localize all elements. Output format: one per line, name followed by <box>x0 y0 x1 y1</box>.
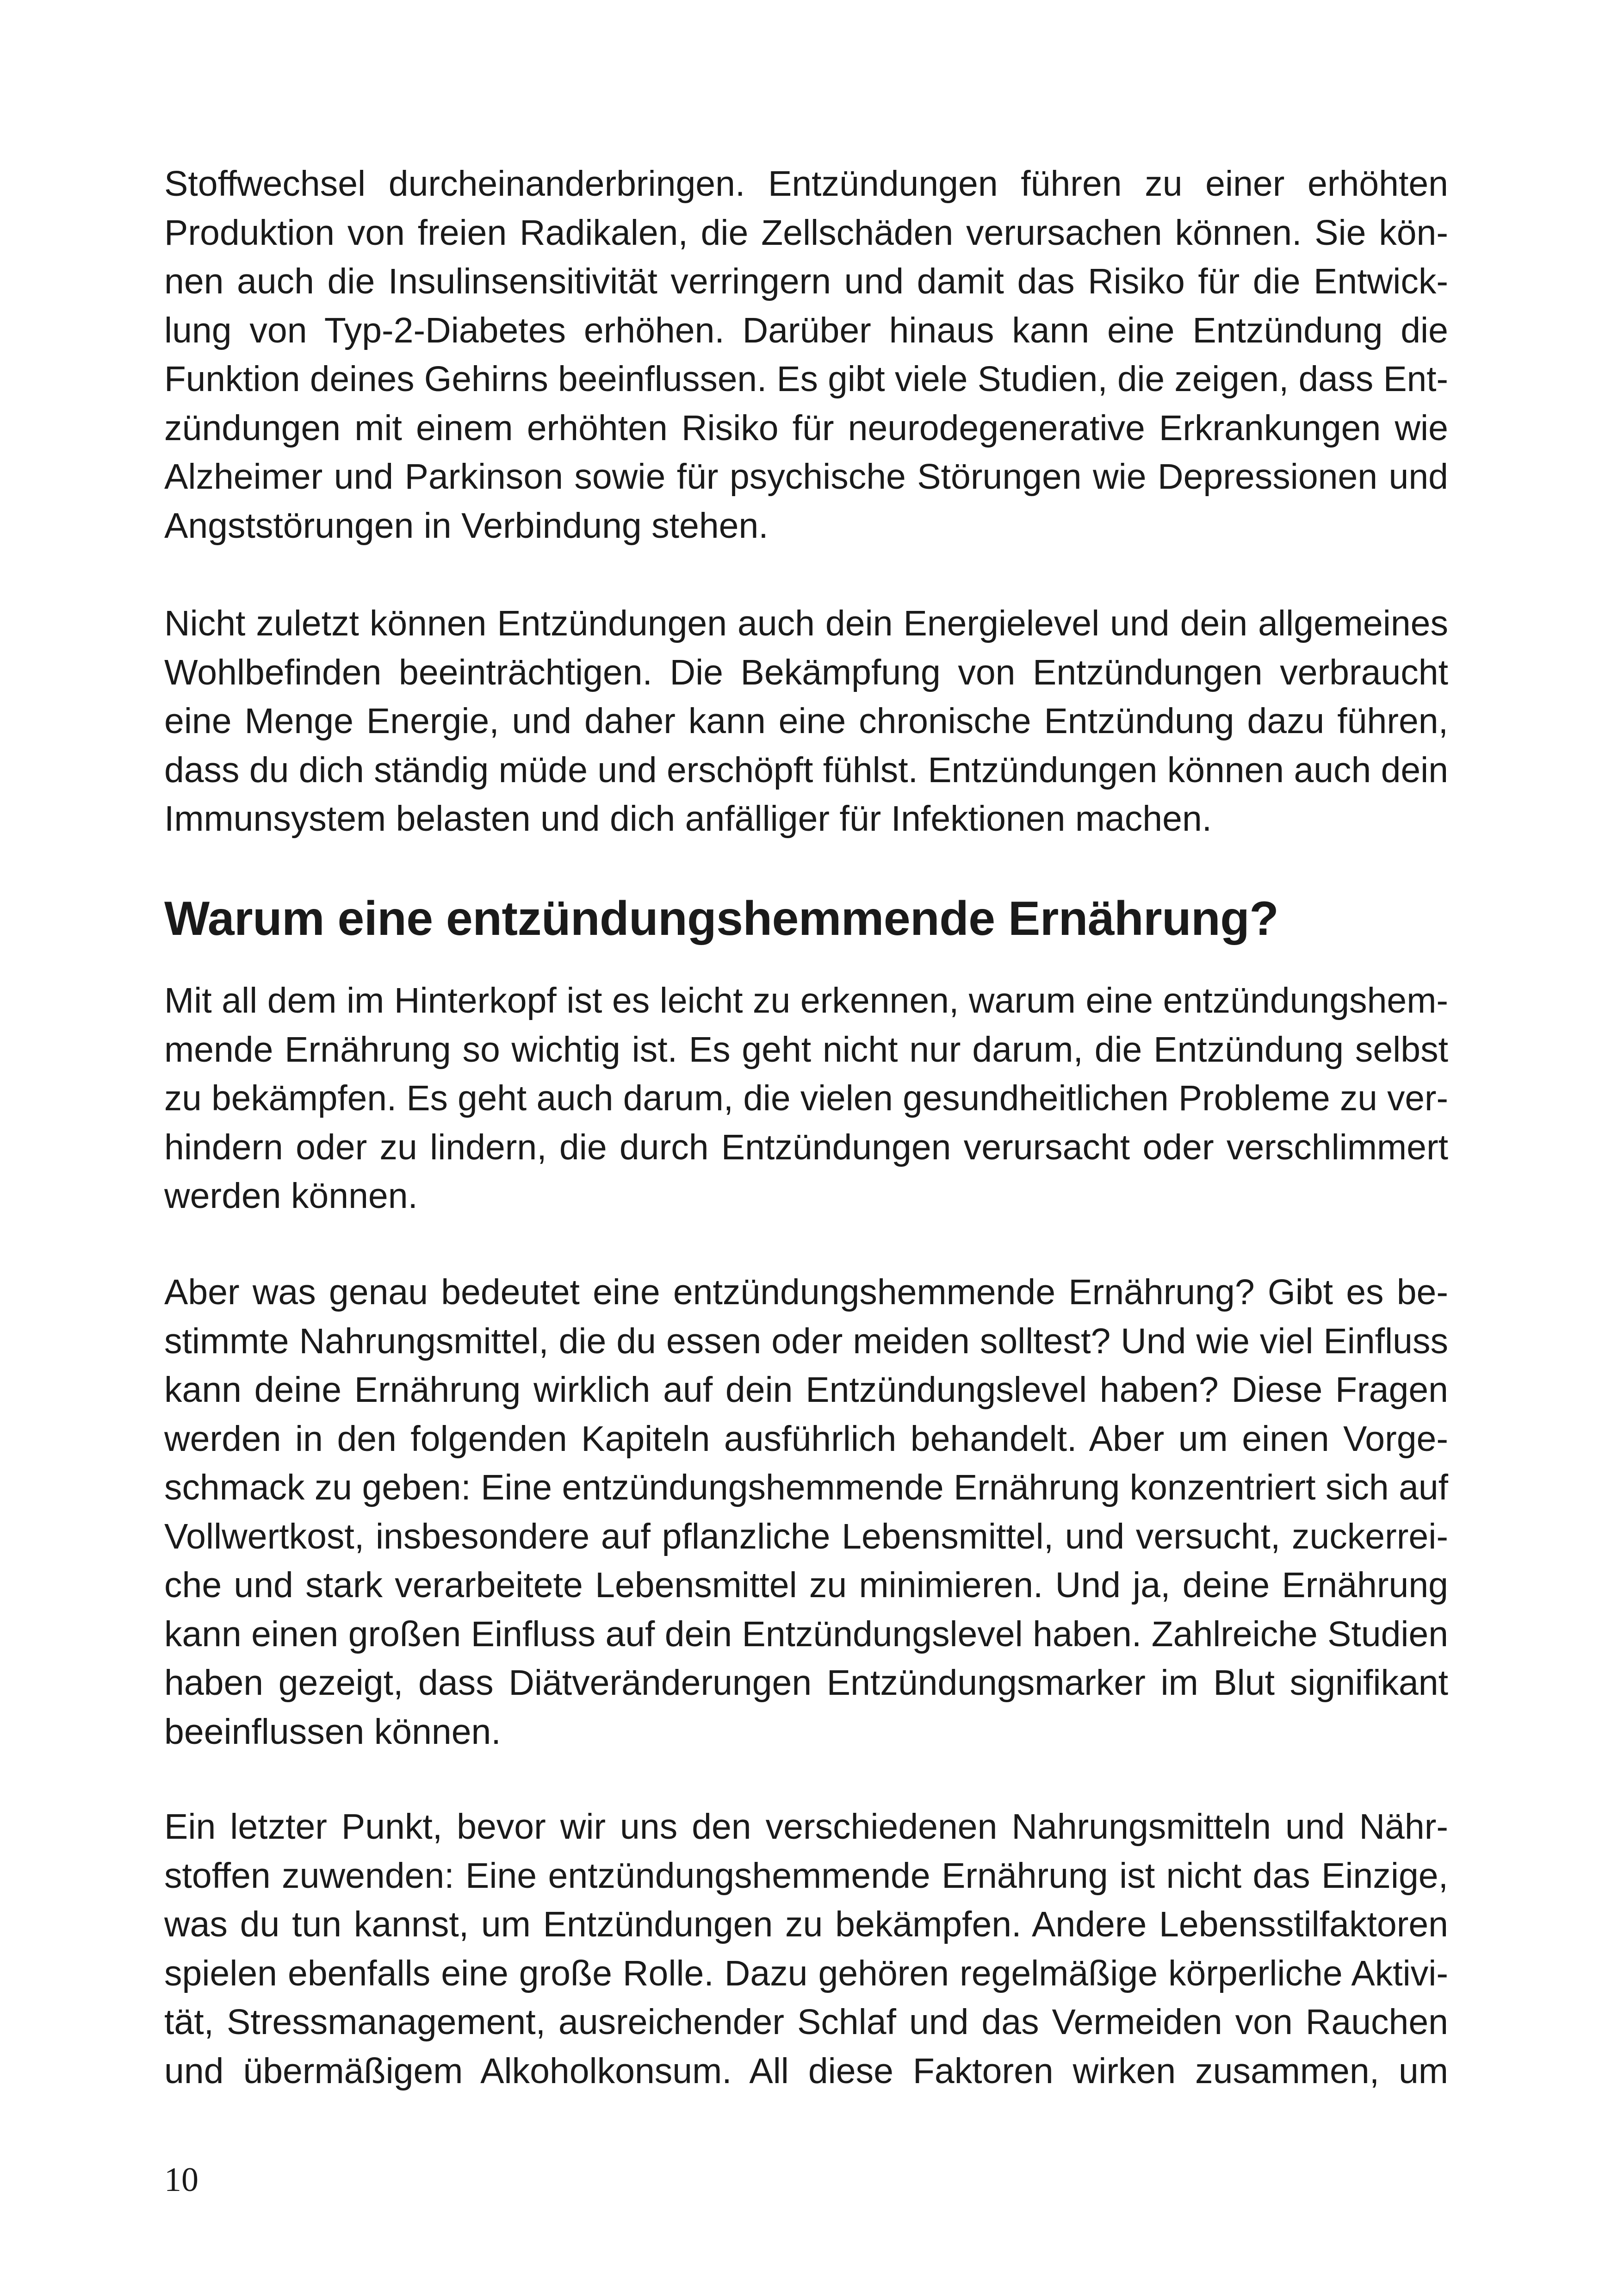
text-line: lung von Typ-2-Diabetes erhöhen. Darüber hinaus kann eine Entzündung die <box>164 310 1448 350</box>
text-line: stimmte Nahrungsmittel, die du essen oder meiden solltest? Und wie viel Einfluss <box>164 1321 1448 1361</box>
text-line: Stoffwechsel durcheinanderbringen. Entzündungen führen zu einer erhöhten <box>164 164 1448 204</box>
text-line: zu bekämpfen. Es geht auch darum, die vielen gesundheitlichen Probleme zu ver- <box>164 1079 1448 1118</box>
text-line: dass du dich ständig müde und erschöpft fühlst. Entzündungen können auch dein <box>164 750 1448 790</box>
text-line: und übermäßigem Alkoholkonsum. All diese Faktoren wirken zusammen, um <box>164 2051 1448 2091</box>
text-line: eine Menge Energie, und daher kann eine chronische Entzündung dazu führen, <box>164 701 1448 741</box>
text-line: nen auch die Insulinsensitivität verringern und damit das Risiko für die Entwick- <box>164 261 1448 301</box>
text-line: Ein letzter Punkt, bevor wir uns den verschiedenen Nahrungsmitteln und Nähr- <box>164 1807 1448 1847</box>
text-line: che und stark verarbeitete Lebensmittel zu minimieren. Und ja, deine Ernährung <box>164 1565 1448 1605</box>
text-line: stoffen zuwenden: Eine entzündungshemmende Ernährung ist nicht das Einzige, <box>164 1855 1448 1896</box>
text-line: hindern oder zu lindern, die durch Entzündungen verursacht oder verschlimmert <box>164 1127 1448 1167</box>
text-line: Nicht zuletzt können Entzündungen auch dein Energielevel und dein allgemeines <box>164 604 1448 643</box>
text-line: haben gezeigt, dass Diätveränderungen Entzündungsmarker im Blut signifikant <box>164 1663 1448 1703</box>
paragraph-2 <box>164 599 1448 844</box>
text-line: kann deine Ernährung wirklich auf dein Entzündungslevel haben? Diese Fragen <box>164 1370 1448 1410</box>
text-line: Funktion deines Gehirns beeinflussen. Es gibt viele Studien, die zeigen, dass Ent- <box>164 360 1448 399</box>
text-line: beeinflussen können. <box>164 1711 501 1752</box>
text-line: zündungen mit einem erhöhten Risiko für neurodegenerative Erkrankungen wie <box>164 408 1448 448</box>
page-number: 10 <box>164 2161 198 2199</box>
text-line: was du tun kannst, um Entzündungen zu bekämpfen. Andere Lebensstilfaktoren <box>164 1904 1448 1944</box>
text-line: schmack zu geben: Eine entzündungshemmende Ernährung konzentriert sich auf <box>164 1468 1448 1507</box>
text-line: tät, Stressmanagement, ausreichender Schlaf und das Vermeiden von Rauchen <box>164 2002 1448 2042</box>
paragraph-4 <box>164 1268 1448 1756</box>
text-line: Produktion von freien Radikalen, die Zellschäden verursachen können. Sie kön- <box>164 212 1448 253</box>
text-line: Immunsystem belasten und dich anfälliger für Infektionen machen. <box>164 799 1212 839</box>
text-line: werden in den folgenden Kapiteln ausführlich behandelt. Aber um einen Vorge- <box>164 1419 1448 1459</box>
paragraph-1 <box>164 160 1448 550</box>
text-line: Mit all dem im Hinterkopf ist es leicht zu erkennen, warum eine entzündungshem- <box>164 981 1448 1020</box>
text-line: Wohlbefinden beeinträchtigen. Die Bekämpfung von Entzündungen verbraucht <box>164 652 1448 692</box>
text-line: Alzheimer und Parkinson sowie für psychische Störungen wie Depressionen und <box>164 457 1448 497</box>
text-line: Vollwertkost, insbesondere auf pflanzliche Lebensmittel, und versucht, zuckerrei- <box>164 1516 1448 1556</box>
text-line: Aber was genau bedeutet eine entzündungshemmende Ernährung? Gibt es be- <box>164 1272 1448 1312</box>
text-line: mende Ernährung so wichtig ist. Es geht nicht nur darum, die Entzündung selbst <box>164 1029 1448 1070</box>
paragraph-3 <box>164 977 1448 1221</box>
text-line: kann einen großen Einfluss auf dein Entzündungslevel haben. Zahlreiche Studien <box>164 1614 1448 1654</box>
section-heading: Warum eine entzündungshemmende Ernährung? <box>164 892 1279 946</box>
text-line: Angststörungen in Verbindung stehen. <box>164 505 769 546</box>
paragraph-5 <box>164 1803 1448 2096</box>
text-line: spielen ebenfalls eine große Rolle. Dazu gehören regelmäßige körperliche Aktivi- <box>164 1953 1448 1993</box>
text-line: werden können. <box>164 1176 418 1216</box>
